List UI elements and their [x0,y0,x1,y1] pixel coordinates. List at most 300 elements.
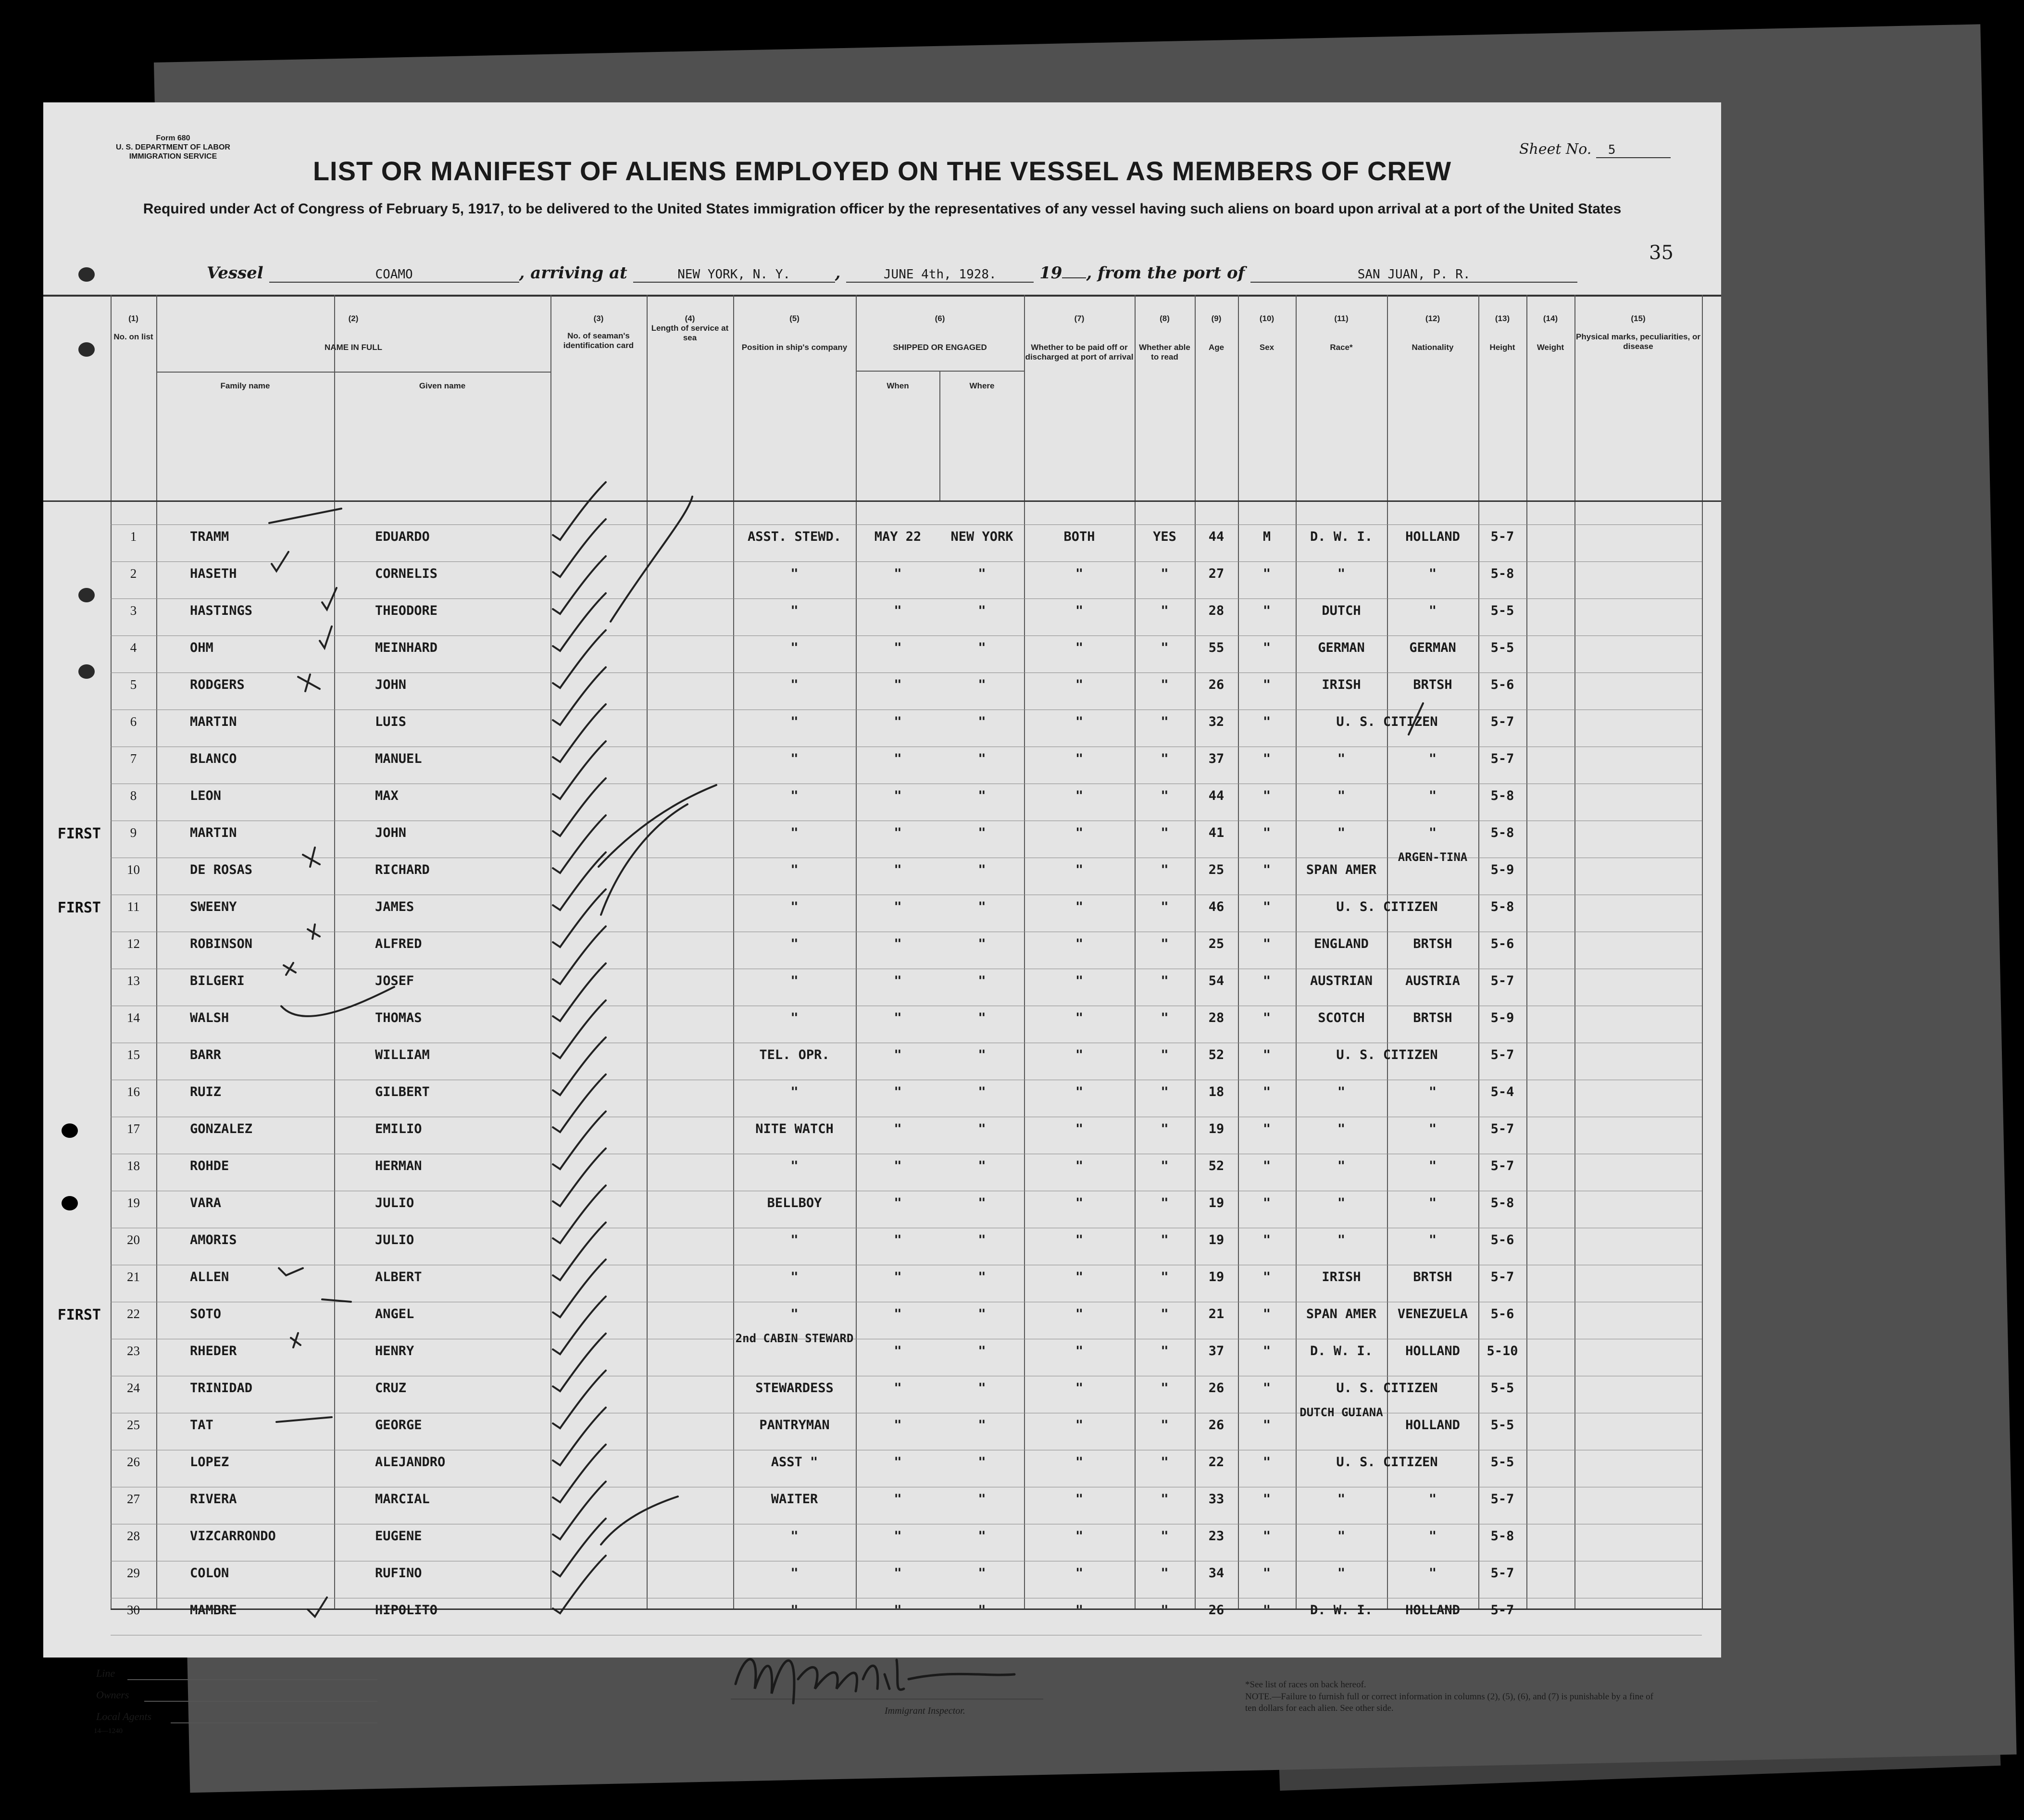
nationality: " [1428,1566,1437,1581]
sheet-value: 5 [1596,143,1671,158]
nationality: " [1428,1085,1437,1099]
given-name: JOHN [375,825,407,840]
able-to-read: " [1161,1418,1169,1433]
footer-owners-rule [144,1701,377,1702]
header-where: Where [969,381,995,390]
family-name: COLON [190,1566,229,1581]
shipped-when: " [894,862,902,877]
inspector-label: Immigrant Inspector. [885,1706,965,1716]
able-to-read: " [1161,1455,1169,1470]
handwritten-marks [43,102,1721,1658]
row-number: 17 [127,1122,140,1136]
shipped-when: " [894,1270,902,1284]
given-name: EUGENE [375,1529,422,1544]
sex: " [1262,714,1271,729]
document-subtitle: Required under Act of Congress of February 5, 1917, to be delivered to the United States immigration officer by the representatives of any vessel having such aliens on board upon arrival at a port of the United States [143,201,1622,217]
nationality: HOLLAND [1405,1603,1460,1618]
shipped-when: " [894,714,902,729]
nationality: " [1428,1122,1437,1136]
position: STEWARDESS [755,1381,834,1396]
height: 5-5 [1490,603,1514,618]
sex: " [1262,1010,1271,1025]
age: 18 [1208,1085,1224,1099]
given-name: THOMAS [375,1010,422,1025]
height: 5-10 [1487,1344,1518,1359]
able-to-read: YES [1153,529,1176,544]
footer-owners-label: Owners [96,1689,129,1701]
height: 5-7 [1490,1492,1514,1507]
shipped-where: " [978,1529,986,1544]
given-name: HERMAN [375,1159,422,1173]
name-check-mark [281,987,394,1016]
sex: " [1262,603,1271,618]
given-name: JULIO [375,1233,414,1247]
race: " [1337,751,1346,766]
shipped-when: " [894,566,902,581]
shipped-when: " [894,936,902,951]
race: DUTCH [1322,603,1361,618]
race: " [1337,1196,1346,1210]
shipped-where: " [978,566,986,581]
height: 5-6 [1490,1233,1514,1247]
shipped-where: " [978,1344,986,1359]
header-num-6: (6) [935,314,945,323]
position: " [790,1270,799,1284]
header-race: Race* [1330,343,1353,352]
shipped-where: " [978,899,986,914]
nationality: HOLLAND [1405,1418,1460,1433]
shipped-where: " [978,973,986,988]
row-number: 9 [130,825,137,840]
header-num-5: (5) [789,314,800,323]
race: " [1337,1122,1346,1136]
id-card-check-mark [553,741,606,799]
row-number: 7 [130,751,137,766]
shipped-where: NEW YORK [950,529,1013,544]
id-card-check-mark [553,1408,606,1465]
shipped-where: " [978,1455,986,1470]
able-to-read: " [1161,1233,1169,1247]
nationality: " [1428,825,1437,840]
sex: " [1262,899,1271,914]
sex: " [1262,1455,1271,1470]
family-name: SOTO [190,1307,222,1321]
year-label: 19 [1039,263,1062,283]
paid-off: " [1075,899,1084,914]
header-num-9: (9) [1211,314,1222,323]
header-position: Position in ship's company [741,343,848,352]
paid-off: " [1075,825,1084,840]
given-name: MANUEL [375,751,422,766]
row-number: 25 [127,1418,140,1432]
vessel-label: Vessel [207,263,263,283]
row-number: 16 [127,1085,140,1099]
manifest-page [43,102,1721,1735]
id-card-check-mark [553,852,606,910]
nationality: BRTSH [1413,1270,1452,1284]
age: 52 [1208,1047,1224,1062]
nationality: " [1428,1492,1437,1507]
race: GERMAN [1318,640,1365,655]
name-check-mark [308,1597,327,1617]
height: 5-7 [1490,751,1514,766]
footer-form-code: 14—1240 [94,1727,123,1735]
header-given-name: Given name [419,381,466,390]
age: 37 [1208,751,1224,766]
age: 19 [1208,1233,1224,1247]
paid-off: " [1075,1159,1084,1173]
given-name: RICHARD [375,862,430,877]
row-number: 18 [127,1159,140,1173]
position: " [790,825,799,840]
able-to-read: " [1161,899,1169,914]
shipped-when: " [894,1085,902,1099]
name-check-mark [308,924,320,939]
id-card-check-mark [553,482,606,540]
header-num-2: (2) [348,314,359,323]
able-to-read: " [1161,973,1169,988]
paid-off: " [1075,1344,1084,1359]
position: " [790,1085,799,1099]
arriving-label: , arriving at [519,263,627,283]
able-to-read: " [1161,566,1169,581]
nationality: BRTSH [1413,677,1452,692]
able-to-read: " [1161,1196,1169,1210]
position: " [790,1307,799,1321]
family-name: AMORIS [190,1233,237,1247]
paid-off: " [1075,1122,1084,1136]
sheet-label: Sheet No. [1519,141,1592,158]
given-name: LUIS [375,714,407,729]
vessel-name: COAMO [269,267,519,283]
nationality: " [1428,1196,1437,1210]
id-card-check-mark [553,889,606,947]
sex: " [1262,1047,1271,1062]
age: 55 [1208,640,1224,655]
id-card-check-mark [553,815,606,873]
shipped-where: " [978,825,986,840]
shipped-where: " [978,1159,986,1173]
given-name: ANGEL [375,1307,414,1321]
sex: " [1262,677,1271,692]
row-number: 23 [127,1344,140,1358]
age: 46 [1208,899,1224,914]
nationality: " [1428,603,1437,618]
nationality: HOLLAND [1405,1344,1460,1359]
id-card-check-mark [553,1037,606,1095]
age: 44 [1208,529,1224,544]
able-to-read: " [1161,1270,1169,1284]
shipped-where: " [978,1381,986,1396]
row-number: 20 [127,1233,140,1247]
header-nationality: Nationality [1412,343,1454,352]
arrival-port: NEW YORK, N. Y. [633,267,835,283]
shipped-where: " [978,862,986,877]
vessel-line: Vessel COAMO , arriving at NEW YORK, N. Y. , JUNE 4th, 1928. 19 , from the port of SAN JUAN, P. R. [207,263,1577,283]
shipped-when: " [894,1566,902,1581]
nationality: ARGEN-TINA [1398,850,1468,864]
race: SCOTCH [1318,1010,1365,1025]
sex: " [1262,936,1271,951]
id-card-check-mark [553,778,606,836]
position: " [790,566,799,581]
position: NITE WATCH [755,1122,834,1136]
family-name: ROBINSON [190,936,253,951]
sex: " [1262,1196,1271,1210]
height: 5-8 [1490,825,1514,840]
position: " [790,1529,799,1544]
row-number: 3 [130,603,137,618]
age: 44 [1208,788,1224,803]
shipped-when: " [894,1233,902,1247]
side-note-first: FIRST [57,1307,101,1323]
shipped-where: " [978,1270,986,1284]
id-card-check-mark [553,1000,606,1058]
paid-off: " [1075,1455,1084,1470]
paid-off: " [1075,1566,1084,1581]
position: " [790,1159,799,1173]
race: D. W. I. [1310,1603,1373,1618]
sex: " [1262,825,1271,840]
paid-off: " [1075,1010,1084,1025]
given-name: THEODORE [375,603,438,618]
able-to-read: " [1161,1307,1169,1321]
shipped-where: " [978,1418,986,1433]
shipped-when: " [894,1455,902,1470]
given-name: JOSEF [375,973,414,988]
name-check-mark [303,848,320,867]
id-card-check-mark [553,704,606,762]
id-card-check-mark [553,1519,606,1576]
paid-off: BOTH [1063,529,1095,544]
age: 19 [1208,1122,1224,1136]
shipped-when: " [894,899,902,914]
age: 52 [1208,1159,1224,1173]
paid-off: " [1075,862,1084,877]
punch-hole [62,1123,78,1138]
height: 5-7 [1490,1159,1514,1173]
header-height: Height [1489,343,1515,352]
position: " [790,1010,799,1025]
position: PANTRYMAN [759,1418,830,1433]
shipped-when: " [894,1603,902,1618]
name-check-mark [284,963,296,975]
race: IRISH [1322,1270,1361,1284]
id-card-check-mark [553,1185,606,1243]
family-name: SWEENY [190,899,237,914]
id-card-check-mark [553,1556,606,1613]
name-check-mark [269,509,341,523]
race: " [1337,1529,1346,1544]
punch-hole [78,267,95,282]
page-number: 35 [1649,242,1674,264]
id-card-check-mark [553,1371,606,1428]
able-to-read: " [1161,1122,1169,1136]
race: " [1337,788,1346,803]
id-card-check-mark [553,667,606,725]
paid-off: " [1075,788,1084,803]
sex: " [1262,1529,1271,1544]
age: 26 [1208,1381,1224,1396]
inspector-signature [726,1631,1024,1713]
family-name: GONZALEZ [190,1122,253,1136]
shipped-where: " [978,1122,986,1136]
family-name: LOPEZ [190,1455,229,1470]
position: " [790,714,799,729]
shipped-when: " [894,788,902,803]
height: 5-8 [1490,899,1514,914]
paid-off: " [1075,1233,1084,1247]
shipped-when: " [894,1344,902,1359]
pencil-stroke [601,804,687,915]
id-card-check-mark [553,630,606,688]
age: 37 [1208,1344,1224,1359]
family-name: RHEDER [190,1344,237,1359]
able-to-read: " [1161,640,1169,655]
paid-off: " [1075,603,1084,618]
footer-agents-label: Local Agents [96,1710,152,1722]
id-card-check-mark [553,1482,606,1539]
sex: " [1262,788,1271,803]
paid-off: " [1075,751,1084,766]
header-id-card: No. of seaman's identification card [563,331,634,350]
given-name: WILLIAM [375,1047,430,1062]
age: 21 [1208,1307,1224,1321]
position: " [790,788,799,803]
departure-port: SAN JUAN, P. R. [1250,267,1577,283]
shipped-when: " [894,1529,902,1544]
header-shipped: SHIPPED OR ENGAGED [893,343,987,352]
shipped-when: " [894,1492,902,1507]
header-num-14: (14) [1543,314,1558,323]
pencil-stroke [601,1496,678,1545]
nationality: AUSTRIA [1405,973,1460,988]
row-number: 24 [127,1381,140,1395]
height: 5-5 [1490,640,1514,655]
able-to-read: " [1161,1010,1169,1025]
height: 5-8 [1490,566,1514,581]
given-name: CRUZ [375,1381,407,1396]
age: 25 [1208,936,1224,951]
family-name: TRINIDAD [190,1381,253,1396]
paid-off: " [1075,1381,1084,1396]
name-check-mark [291,1333,300,1347]
nationality: BRTSH [1413,936,1452,951]
paid-off: " [1075,1603,1084,1618]
position: " [790,640,799,655]
nationality: HOLLAND [1405,529,1460,544]
given-name: GILBERT [375,1085,430,1099]
id-card-check-mark [553,926,606,984]
shipped-where: " [978,714,986,729]
able-to-read: " [1161,1381,1169,1396]
form-line-2: U. S. DEPARTMENT OF LABOR [116,143,230,151]
race: " [1337,825,1346,840]
able-to-read: " [1161,1603,1169,1618]
header-num-7: (7) [1074,314,1085,323]
shipped-when: " [894,1010,902,1025]
header-num-8: (8) [1160,314,1170,323]
height: 5-7 [1490,1270,1514,1284]
punch-hole [62,1196,78,1210]
header-sex: Sex [1259,343,1274,352]
pencil-stroke [1409,703,1423,735]
shipped-where: " [978,677,986,692]
height: 5-5 [1490,1418,1514,1433]
row-number: 2 [130,566,137,581]
header-num-11: (11) [1334,314,1349,323]
race: " [1337,1566,1346,1581]
position: " [790,1566,799,1581]
family-name: VARA [190,1196,222,1210]
race: " [1337,1085,1346,1099]
age: 41 [1208,825,1224,840]
family-name: RODGERS [190,677,245,692]
footer-line-rule [127,1679,377,1680]
age: 23 [1208,1529,1224,1544]
nationality: VENEZUELA [1397,1307,1468,1321]
height: 5-7 [1490,1566,1514,1581]
footer-agents-rule [171,1722,377,1723]
race: DUTCH GUIANA [1299,1406,1383,1419]
header-when: When [887,381,909,390]
able-to-read: " [1161,1085,1169,1099]
shipped-where: " [978,640,986,655]
able-to-read: " [1161,936,1169,951]
given-name: MAX [375,788,399,803]
given-name: ALFRED [375,936,422,951]
row-number: 15 [127,1047,140,1062]
position: " [790,1603,799,1618]
age: 26 [1208,677,1224,692]
shipped-when: " [894,1122,902,1136]
family-name: RIVERA [190,1492,237,1507]
height: 5-6 [1490,1307,1514,1321]
family-name: OHM [190,640,213,655]
able-to-read: " [1161,1159,1169,1173]
row-number: 1 [130,529,137,544]
able-to-read: " [1161,751,1169,766]
paid-off: " [1075,1307,1084,1321]
given-name: HIPOLITO [375,1603,438,1618]
given-name: JOHN [375,677,407,692]
given-name: GEORGE [375,1418,422,1433]
punch-hole [78,342,95,357]
position: ASST. STEWD. [747,529,842,544]
position: " [790,603,799,618]
race: U. S. CITIZEN [1336,899,1438,914]
family-name: BLANCO [190,751,237,766]
shipped-where: " [978,1307,986,1321]
height: 5-7 [1490,1603,1514,1618]
row-number: 30 [127,1603,140,1617]
header-family-name: Family name [220,381,270,390]
height: 5-7 [1490,973,1514,988]
shipped-when: " [894,677,902,692]
shipped-where: " [978,1010,986,1025]
family-name: VIZCARRONDO [190,1529,276,1544]
row-number: 27 [127,1492,140,1506]
family-name: BARR [190,1047,222,1062]
header-age: Age [1208,343,1224,352]
sex: " [1262,1381,1271,1396]
shipped-where: " [978,1196,986,1210]
shipped-when: " [894,603,902,618]
shipped-where: " [978,1047,986,1062]
sex: " [1262,1122,1271,1136]
nationality: GERMAN [1409,640,1456,655]
row-number: 13 [127,973,140,988]
